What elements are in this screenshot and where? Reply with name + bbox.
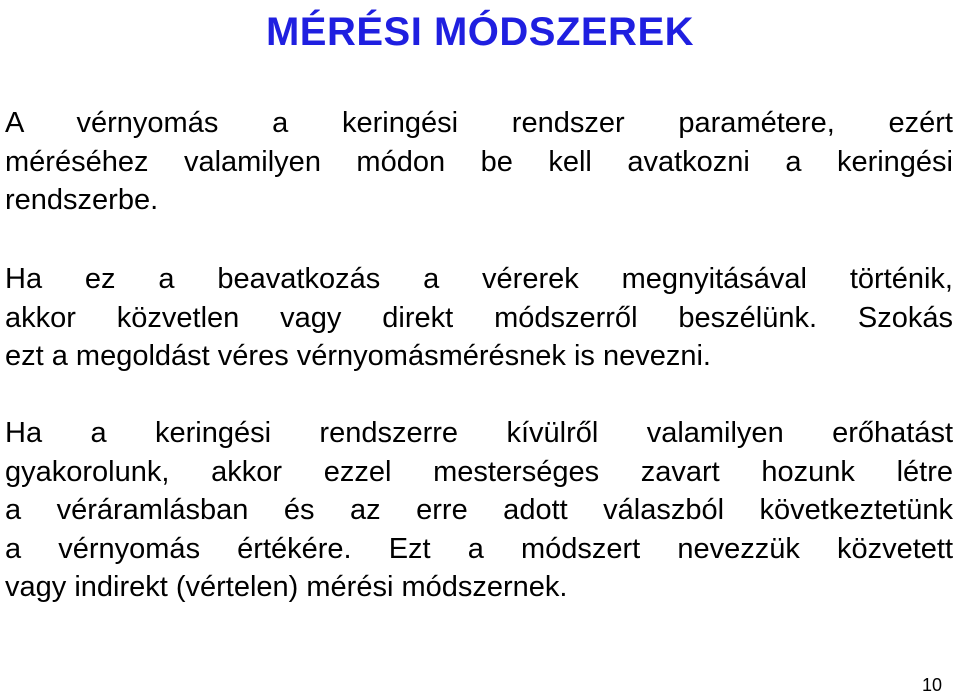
paragraph-line: Ha a keringési rendszerre kívülről valamilyen erőhatást (5, 417, 953, 449)
slide-title: MÉRÉSI MÓDSZEREK (265, 10, 695, 54)
paragraph-line: gyakorolunk, akkor ezzel mesterséges zavart hozunk létre (5, 455, 953, 488)
paragraph-line: Ha ez a beavatkozás a vérerek megnyitásával történik, (5, 263, 953, 295)
page-number: 10 (921, 675, 942, 695)
paragraph-2 (5, 260, 953, 376)
paragraph-line: ezt a megoldást véres vérnyomásmérésnek is nevezni. (5, 340, 711, 372)
paragraph-line: rendszerbe. (5, 184, 159, 216)
paragraph-line: a véráramlásban és az erre adott válaszból következtetünk (5, 494, 953, 526)
paragraph-3 (5, 414, 953, 607)
paragraph-line: A vérnyomás a keringési rendszer paramétere, ezért (5, 107, 953, 139)
paragraph-1 (5, 104, 953, 220)
paragraph-line: akkor közvetlen vagy direkt módszerről beszélünk. Szokás (5, 301, 953, 334)
paragraph-line: vagy indirekt (vértelen) mérési módszernek. (5, 571, 568, 603)
paragraph-line: a vérnyomás értékére. Ezt a módszert nevezzük közvetett (5, 532, 953, 565)
paragraph-line: méréséhez valamilyen módon be kell avatkozni a keringési (5, 145, 953, 178)
